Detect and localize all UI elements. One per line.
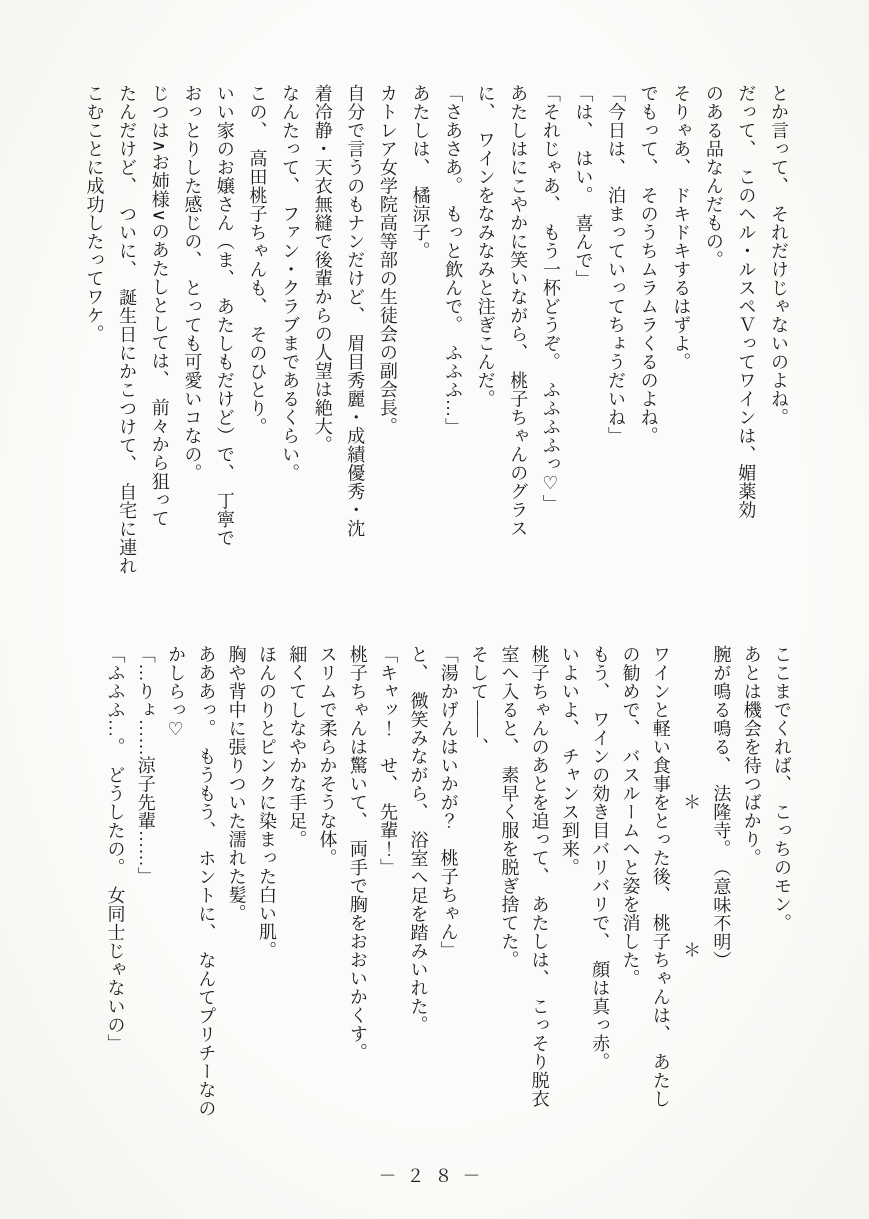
text-line: かしらっ♡ <box>166 645 187 741</box>
text-line: カトレア女学院高等部の生徒会の副会長。 <box>377 84 398 436</box>
text-line: 腕が鳴る鳴る、 法隆寺。 （意味不明） <box>711 645 732 970</box>
text-line: こむことに成功したってワケ。 <box>84 84 105 343</box>
text-line: 「さあさあ。 もっと飲んで。 ふふふ…」 <box>443 84 464 436</box>
text-line: たんだけど、 ついに、 誕生日にかこつけて、 自宅に連れ <box>117 84 138 575</box>
text-line: じつは∧お姉様∨のあたしとしては、 前々から狙って <box>149 84 170 528</box>
text-line: 室へ入ると、 素早く服を脱ぎ捨てた。 <box>499 645 520 969</box>
text-line: 着冷静・天衣無縫で後輩からの人望は絶大。 <box>312 84 333 454</box>
text-line: なんたって、 ファン・クラブまであるくらい。 <box>280 84 301 482</box>
story-text-top-block <box>78 84 795 584</box>
text-line: のある品なんだもの。 <box>703 84 724 269</box>
text-line: そりゃあ、 ドキドキするはずよ。 <box>671 84 692 371</box>
text-line: 自分で言うのもナンだけど、 眉目秀麗・成績優秀・沈 <box>345 84 366 538</box>
text-line: スリムで柔らかそうな体。 <box>317 645 338 867</box>
text-line: あとは機会を待つばかり。 <box>741 645 762 867</box>
text-line: とか言って、 それだけじゃないのよね。 <box>769 84 789 427</box>
text-line: の勧めで、 バスルームへと姿を消した。 <box>620 645 641 988</box>
text-line: ここまでくれば、 こっちのモン。 <box>772 645 792 932</box>
text-line: おっとりした感じの、 とっても可愛いコなの。 <box>182 84 203 482</box>
text-line: と、 微笑みながら、 浴室へ足を踏みいれた。 <box>408 645 429 1034</box>
text-line: もう、 ワインの効き目バリバリで、 顔は真っ赤。 <box>590 645 611 1071</box>
text-line: ほんのりとピンクに染まった白い肌。 <box>256 645 277 960</box>
story-text-bottom-block <box>100 645 797 1155</box>
text-line: 「キャッ！ せ、 先輩！」 <box>378 645 399 877</box>
text-line: いい家のお嬢さん（ま、 あたしもだけど）で、 丁寧で <box>214 84 235 547</box>
text-line: あたしは、 橘涼子。 <box>410 84 431 260</box>
text-line: あたしはにこやかに笑いながら、 桃子ちゃんのグラス <box>508 84 529 538</box>
text-line: 細くてしなやかな手足。 <box>287 645 308 849</box>
text-line: 「…りょ……涼子先輩……」 <box>135 645 156 886</box>
text-line: 桃子ちゃんのあとを追って、 あたしは、 こっそり脱衣 <box>529 645 550 1108</box>
text-line: 桃子ちゃんは驚いて、 両手で胸をおおいかくす。 <box>347 645 368 1062</box>
text-line: この、 高田桃子ちゃんも、 そのひとり。 <box>247 84 268 436</box>
text-line: でもって、 そのうちムラムラくるのよね。 <box>638 84 659 445</box>
text-line: 「それじゃあ、 もう一杯どうぞ。 ふふふふっ♡」 <box>540 84 561 513</box>
text-line: だって、 このヘル・ルスペＶってワインは、媚薬効 <box>736 84 757 519</box>
text-line: 胸や背中に張りついた濡れた髪。 <box>226 645 247 923</box>
text-line: 「今日は、 泊まっていってちょうだいね」 <box>606 84 627 445</box>
text-line: に、 ワインをなみなみと注ぎこんだ。 <box>475 84 496 408</box>
text-line: いよいよ、 チャンス到来。 <box>559 645 580 877</box>
page-number: －２８－ <box>378 1166 491 1187</box>
text-line: そして――、 <box>469 645 490 756</box>
text-line: 「ふふふ…。 どうしたの。 女同士じゃないの」 <box>105 645 126 1053</box>
text-line: 「湯かげんはいかが？ 桃子ちゃん」 <box>438 645 459 960</box>
section-separator-asterisks: ＊ ＊ <box>681 645 702 960</box>
text-line: あああっ。 もうもう、 ホントに、 なんてプリチーなの <box>196 645 217 1118</box>
text-line: 「は、 はい。 喜んで」 <box>573 84 594 288</box>
text-line: ワインと軽い食事をとった後、 桃子ちゃんは、 あたし <box>650 645 671 1108</box>
